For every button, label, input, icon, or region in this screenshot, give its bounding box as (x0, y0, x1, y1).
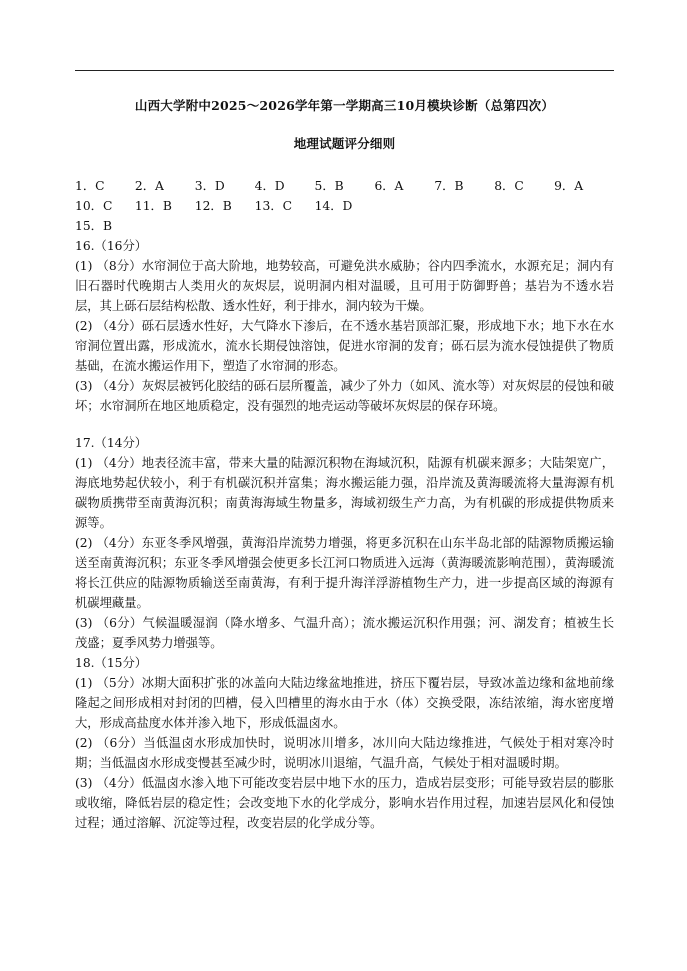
section-gap (75, 416, 614, 433)
q16-heading: 16.（16分） (75, 239, 148, 253)
q16-part2: (2) （4分）砾石层透水性好，大气降水下渗后，在不透水基岩顶部汇聚，形成地下水；地下水在水帘洞位置出露，形成流水，流水长期侵蚀溶蚀，促进水帘洞的发育；砾石层为流水侵蚀提供了物质基础，在流水搬运作用下，塑造了水帘洞的形态。 (75, 319, 614, 373)
document-body (75, 176, 614, 833)
q17-part1: (1) （4分）地表径流丰富，带来大量的陆源沉积物在海域沉积，陆源有机碳来源多；大陆架宽广，海底地势起伏较小，利于有机碳沉积并富集；海水搬运能力强，沿岸流及黄海暖流将大量海源有机碳物质携带至南黄海沉积；南黄海海域生物量多，海域初级生产力高，为有机碳的形成提供物质来源等。 (75, 456, 614, 530)
answer-item: 4．D (254, 179, 285, 193)
answer-item: 13．C (254, 199, 293, 213)
answer-item: 3．D (194, 179, 225, 193)
answer-item: 1．C (75, 179, 105, 193)
answer-row-2 (75, 196, 614, 236)
header-rule (75, 70, 614, 71)
answer-row-1 (75, 176, 614, 196)
answer-item: 12．B (194, 199, 232, 213)
answer-item: 8．C (494, 179, 524, 193)
answer-item: 2．A (134, 179, 164, 193)
page-subtitle: 地理试题评分细则 (293, 136, 396, 151)
q18-heading: 18.（15分） (75, 656, 148, 670)
q17-heading: 17.（14分） (75, 436, 148, 450)
page-title: 山西大学附中2025～2026学年第一学期高三10月模块诊断（总第四次） (134, 98, 555, 113)
answer-item: 6．A (374, 179, 404, 193)
answer-item: 10．C (75, 199, 113, 213)
q18-part3: (3) （4分）低温卤水渗入地下可能改变岩层中地下水的压力，造成岩层变形；可能导致岩层的膨胀或收缩，降低岩层的稳定性；会改变地下水的化学成分，影响水岩作用过程，加速岩层风化和侵蚀过程；通过溶解、沉淀等过程，改变岩层的化学成分等。 (75, 776, 614, 830)
answer-item: 14．D (314, 199, 353, 213)
q17-part2: (2) （4分）东亚冬季风增强，黄海沿岸流势力增强，将更多沉积在山东半岛北部的陆源物质搬运输送至南黄海沉积；东亚冬季风增强会使更多长江河口物质进入远海（黄海暖流影响范围），黄海暖流将长江供应的陆源物质输送至南黄海，有利于提升海洋浮游植物生产力，进一步提高区域的海源有机碳埋藏量。 (75, 536, 614, 610)
answer-item: 11．B (134, 199, 172, 213)
answer-item: 7．B (434, 179, 464, 193)
answer-item: 5．B (314, 179, 344, 193)
answer-item: 9．A (554, 179, 584, 193)
answer-item: 15．B (75, 219, 112, 233)
q16-part3: (3) （4分）灰烬层被钙化胶结的砾石层所覆盖，减少了外力（如风、流水等）对灰烬层的侵蚀和破坏；水帘洞所在地区地质稳定，没有强烈的地壳运动等破坏灰烬层的保存环境。 (75, 379, 614, 413)
q17-part3: (3) （6分）气候温暖湿润（降水增多、气温升高）；流水搬运沉积作用强；河、湖发育；植被生长茂盛；夏季风势力增强等。 (75, 616, 614, 650)
q18-part1: (1) （5分）冰期大面积扩张的冰盖向大陆边缘盆地推进，挤压下覆岩层，导致冰盖边缘和盆地前缘隆起之间形成相对封闭的凹槽，侵入凹槽里的海水由于水（体）交换受限，冻结浓缩，海水密度增大，形成高盐度水体并渗入地下，形成低温卤水。 (75, 676, 614, 730)
q18-part2: (2) （6分）当低温卤水形成加快时，说明冰川增多，冰川向大陆边缘推进，气候处于相对寒冷时期；当低温卤水形成变慢甚至减少时，说明冰川退缩，气温升高，气候处于相对温暖时期。 (75, 736, 614, 770)
q16-part1: (1) （8分）水帘洞位于高大阶地，地势较高，可避免洪水威胁；谷内四季流水，水源充足；洞内有旧石器时代晚期古人类用火的灰烬层，说明洞内相对温暖，且可用于防御野兽；基岩为不透水岩层，其上砾石层结构松散、透水性好，利于排水，洞内较为干燥。 (75, 259, 614, 313)
